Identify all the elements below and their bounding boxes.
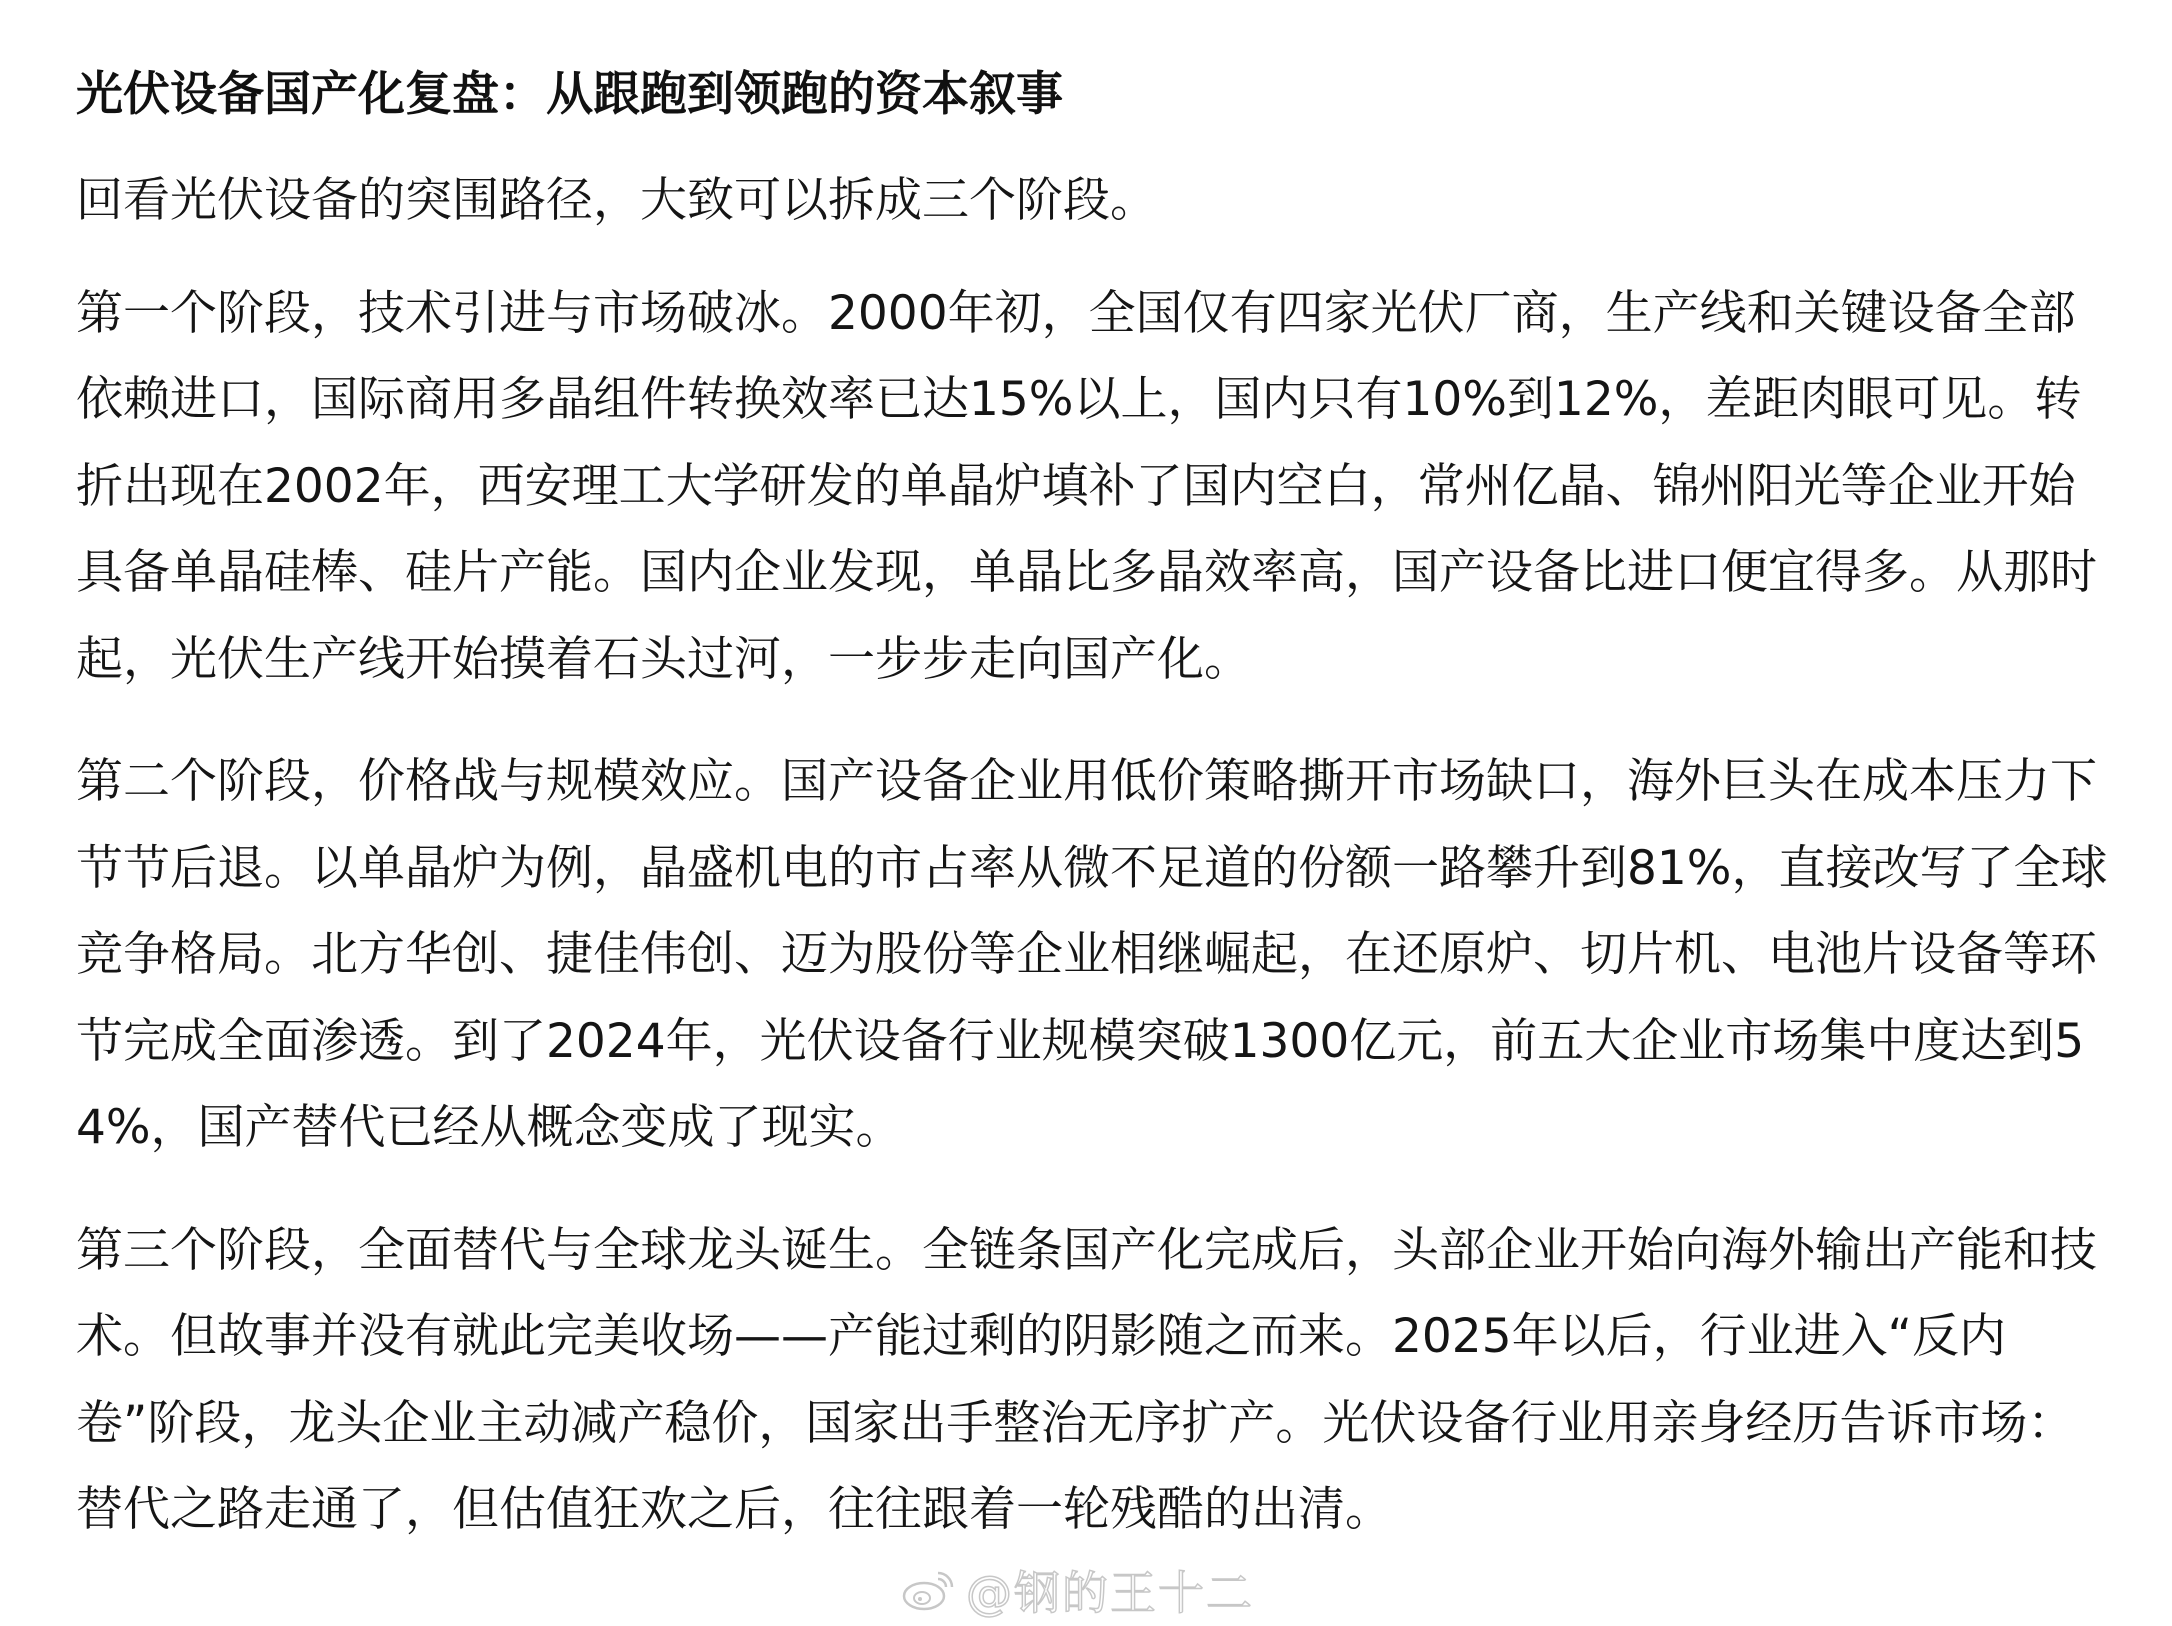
paragraph-stage-three: 第三个阶段，全面替代与全球龙头诞生。全链条国产化完成后，头部企业开始向海外输出产能和技术。但故事并没有就此完美收场——产能过剩的阴影随之而来。2025年以后，行业进入“反内卷”阶段，龙头企业主动减产稳价，国家出手整治无序扩产。光伏设备行业用亲身经历告诉市场：替代之路走通了，但估值狂欢之后，往往跟着一轮残酷的出清。 bbox=[76, 1222, 2097, 1537]
watermark-text: @钢的王十二 bbox=[966, 1566, 1254, 1620]
paragraph-stage-one: 第一个阶段，技术引进与市场破冰。2000年初，全国仅有四家光伏厂商，生产线和关键设备全部依赖进口，国际商用多晶组件转换效率已达15%以上，国内只有10%到12%，差距肉眼可见。转折出现在2002年，西安理工大学研发的单晶炉填补了国内空白，常州亿晶、锦州阳光等企业开始具备单晶硅棒、硅片产能。国内企业发现，单晶比多晶效率高，国产设备比进口便宜得多。从那时起，光伏生产线开始摸着石头过河，一步步走向国产化。 bbox=[76, 285, 2097, 687]
paragraph-stage-two: 第二个阶段，价格战与规模效应。国产设备企业用低价策略撕开市场缺口，海外巨头在成本压力下节节后退。以单晶炉为例，晶盛机电的市占率从微不足道的份额一路攀升到81%，直接改写了全球竞争格局。北方华创、捷佳伟创、迈为股份等企业相继崛起，在还原炉、切片机、电池片设备等环节完成全面渗透。到了2024年，光伏设备行业规模突破1300亿元，前五大企业市场集中度达到54%，国产替代已经从概念变成了现实。 bbox=[76, 754, 2108, 1155]
article-intro: 回看光伏设备的突围路径，大致可以拆成三个阶段。 bbox=[76, 173, 1157, 228]
article bbox=[76, 54, 2121, 1554]
article-title: 光伏设备国产化复盘：从跟跑到领跑的资本叙事 bbox=[76, 67, 1063, 122]
watermark bbox=[900, 1560, 1254, 1620]
weibo-icon bbox=[900, 1567, 956, 1613]
